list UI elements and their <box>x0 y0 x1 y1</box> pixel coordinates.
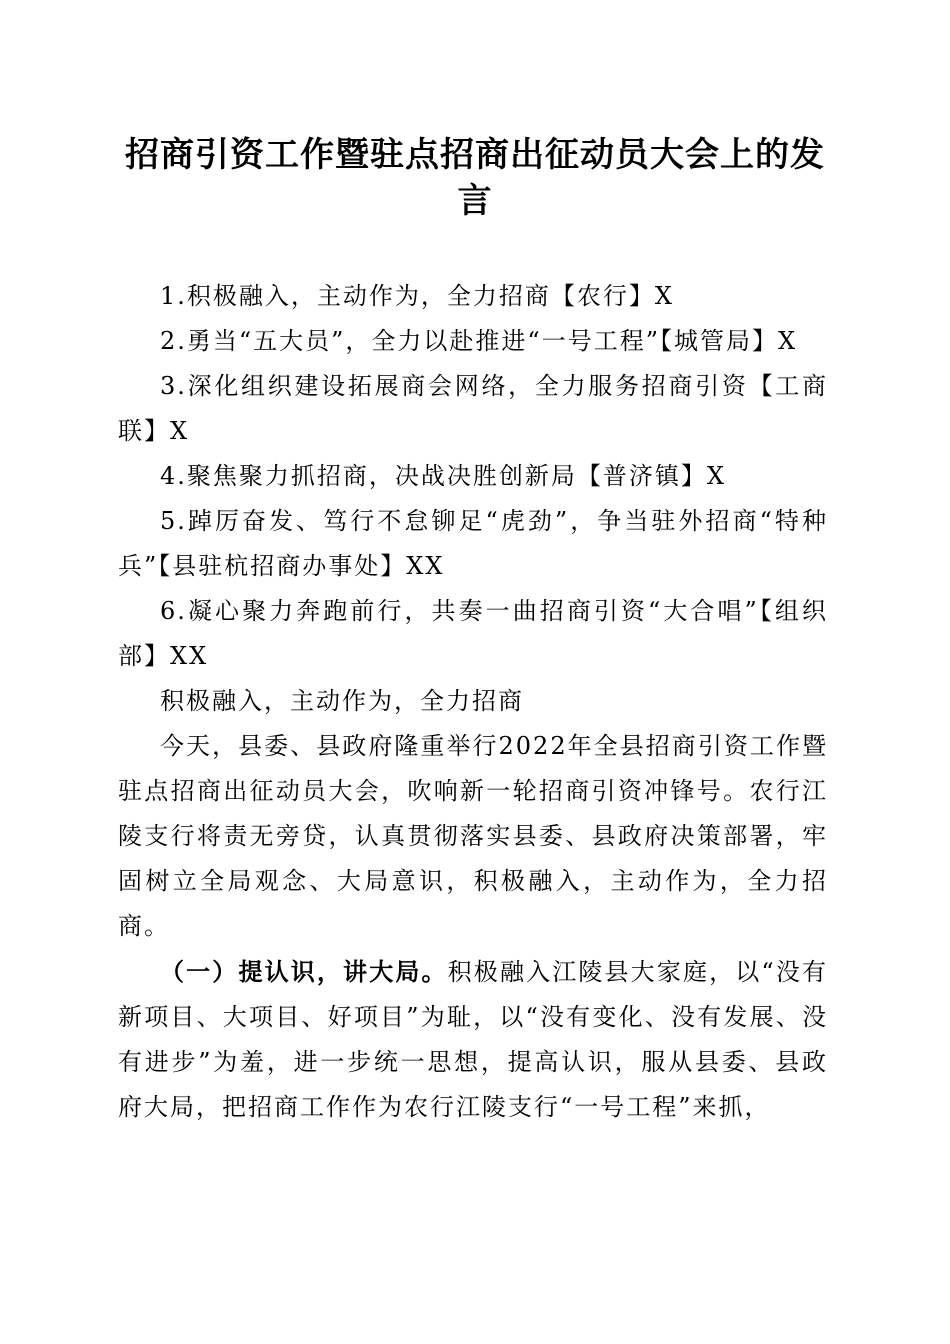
toc-item-6: 6.凝心聚力奔跑前行，共奏一曲招商引资“大合唱”【组织部】XX <box>118 597 828 670</box>
document-title: 招商引资工作暨驻点招商出征动员大会上的发言 <box>125 135 825 221</box>
section-heading: 积极融入，主动作为，全力招商 <box>160 687 524 715</box>
paragraph-2 <box>118 949 828 1130</box>
toc-item-5: 5.踔厉奋发、笃行不怠铆足“虎劲”，争当驻外招商“特种兵”【县驻杭招商办事处】XX <box>118 507 828 580</box>
toc-item-2: 2.勇当“五大员”，全力以赴推进“一号工程”【城管局】X <box>160 327 798 355</box>
toc-item-4: 4.聚焦聚力抓招商，决战决胜创新局【普济镇】X <box>160 462 726 490</box>
paragraph-1: 今天，县委、县政府隆重举行2022年全县招商引资工作暨驻点招商出征动员大会，吹响新一轮招商引资冲锋号。农行江陵支行将责无旁贷，认真贯彻落实县委、县政府决策部署，牢固树立全局观念、大局意识，积极融入，主动作为，全力招商。 <box>118 732 828 940</box>
toc-item-3: 3.深化组织建设拓展商会网络，全力服务招商引资【工商联】X <box>118 372 828 445</box>
document-body <box>118 274 828 1130</box>
paragraph-2-lead: （一）提认识，讲大局。 <box>160 957 448 986</box>
paragraph-2-text: 积极融入江陵县大家庭，以“没有新项目、大项目、好项目”为耻，以“没有变化、没有发展、没有进步”为羞，进一步统一思想，提高认识，服从县委、县政府大局，把招商工作作为农行江陵支行“一号工程”来抓， <box>118 958 828 1121</box>
toc-item-1: 1.积极融入，主动作为，全力招商【农行】X <box>160 282 674 310</box>
